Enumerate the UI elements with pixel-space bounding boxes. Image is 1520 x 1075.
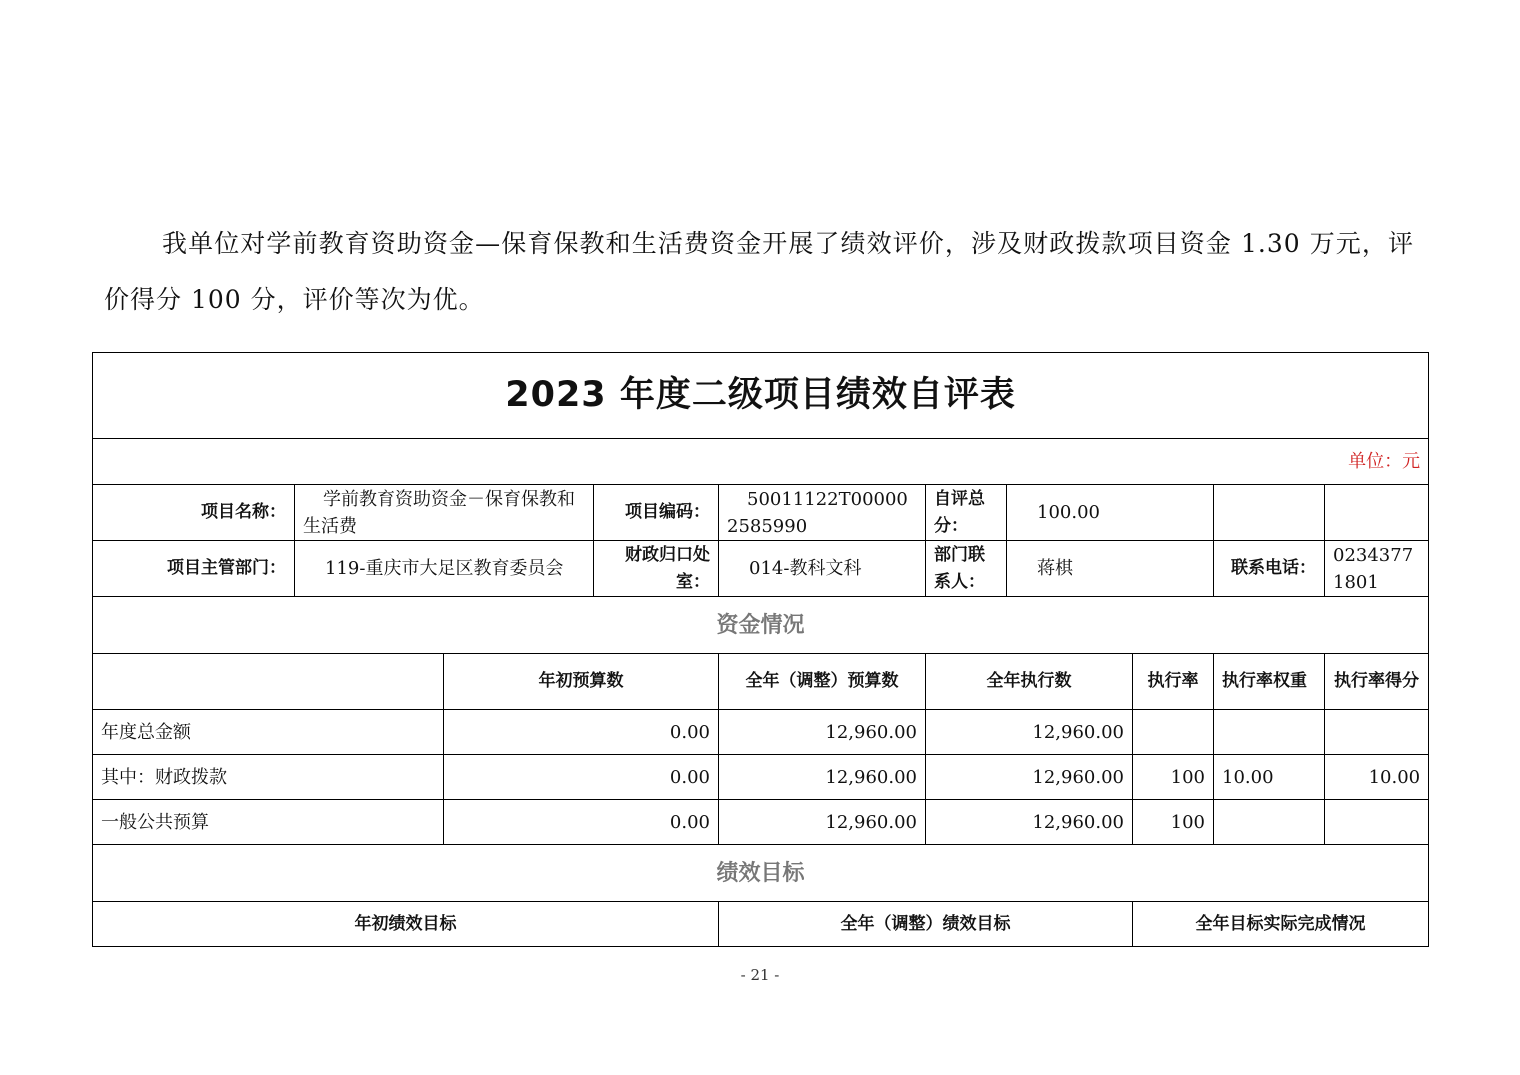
project-name-label: 项目名称： — [93, 485, 295, 541]
funds-header-rate: 执行率 — [1133, 654, 1214, 710]
fund-row-initial: 0.00 — [444, 755, 719, 800]
office-label: 财政归口处室： — [594, 541, 719, 597]
project-code-value: 50011122T000002585990 — [719, 485, 926, 541]
goals-header-initial: 年初绩效目标 — [93, 902, 719, 947]
self-score-label: 自评总分： — [926, 485, 1007, 541]
fund-row-initial: 0.00 — [444, 800, 719, 845]
intro-paragraph — [104, 216, 1414, 328]
dept-value: 119-重庆市大足区教育委员会 — [295, 541, 594, 597]
funds-header-blank — [93, 654, 444, 710]
fund-row-name: 一般公共预算 — [93, 800, 444, 845]
intro-text: 我单位对学前教育资助资金—保育保教和生活费资金开展了绩效评价，涉及财政拨款项目资金 1.30 万元，评价得分 100 分，评价等次为优。 — [104, 229, 1414, 314]
funds-header-weight: 执行率权重 — [1214, 654, 1325, 710]
funds-header-executed: 全年执行数 — [926, 654, 1133, 710]
fund-row-score — [1325, 710, 1429, 755]
fund-row-executed: 12,960.00 — [926, 710, 1133, 755]
fund-row-score — [1325, 800, 1429, 845]
phone-label: 联系电话： — [1214, 541, 1325, 597]
table-row — [93, 800, 1429, 845]
fund-row-name: 年度总金额 — [93, 710, 444, 755]
fund-row-adjusted: 12,960.00 — [719, 710, 926, 755]
unit-label: 单位：元 — [93, 439, 1429, 485]
contact-label: 部门联系人： — [926, 541, 1007, 597]
fund-row-adjusted: 12,960.00 — [719, 755, 926, 800]
fund-row-weight — [1214, 710, 1325, 755]
fund-row-weight: 10.00 — [1214, 755, 1325, 800]
contact-value: 蒋棋 — [1007, 541, 1214, 597]
fund-row-adjusted: 12,960.00 — [719, 800, 926, 845]
office-value: 014-教科文科 — [719, 541, 926, 597]
table-row — [93, 710, 1429, 755]
performance-self-evaluation-table — [92, 352, 1429, 947]
table-row — [93, 755, 1429, 800]
project-code-label: 项目编码： — [594, 485, 719, 541]
fund-row-rate: 100 — [1133, 800, 1214, 845]
funds-header-initial: 年初预算数 — [444, 654, 719, 710]
empty-cell — [1214, 485, 1325, 541]
empty-cell — [1325, 485, 1429, 541]
fund-row-executed: 12,960.00 — [926, 800, 1133, 845]
fund-row-rate: 100 — [1133, 755, 1214, 800]
project-name-value: 学前教育资助资金－保育保教和生活费 — [295, 485, 594, 541]
fund-row-initial: 0.00 — [444, 710, 719, 755]
phone-value: 02343771801 — [1325, 541, 1429, 597]
table-title: 2023 年度二级项目绩效自评表 — [93, 353, 1429, 439]
fund-row-weight — [1214, 800, 1325, 845]
fund-row-rate — [1133, 710, 1214, 755]
goals-header-adjusted: 全年（调整）绩效目标 — [719, 902, 1133, 947]
goals-section-title: 绩效目标 — [93, 845, 1429, 902]
goals-header-actual: 全年目标实际完成情况 — [1133, 902, 1429, 947]
self-score-value: 100.00 — [1007, 485, 1214, 541]
fund-row-name: 其中：财政拨款 — [93, 755, 444, 800]
page-number: - 21 - — [740, 966, 780, 984]
fund-row-executed: 12,960.00 — [926, 755, 1133, 800]
fund-row-score: 10.00 — [1325, 755, 1429, 800]
funds-header-score: 执行率得分 — [1325, 654, 1429, 710]
dept-label: 项目主管部门： — [93, 541, 295, 597]
funds-section-title: 资金情况 — [93, 597, 1429, 654]
funds-header-adjusted: 全年（调整）预算数 — [719, 654, 926, 710]
